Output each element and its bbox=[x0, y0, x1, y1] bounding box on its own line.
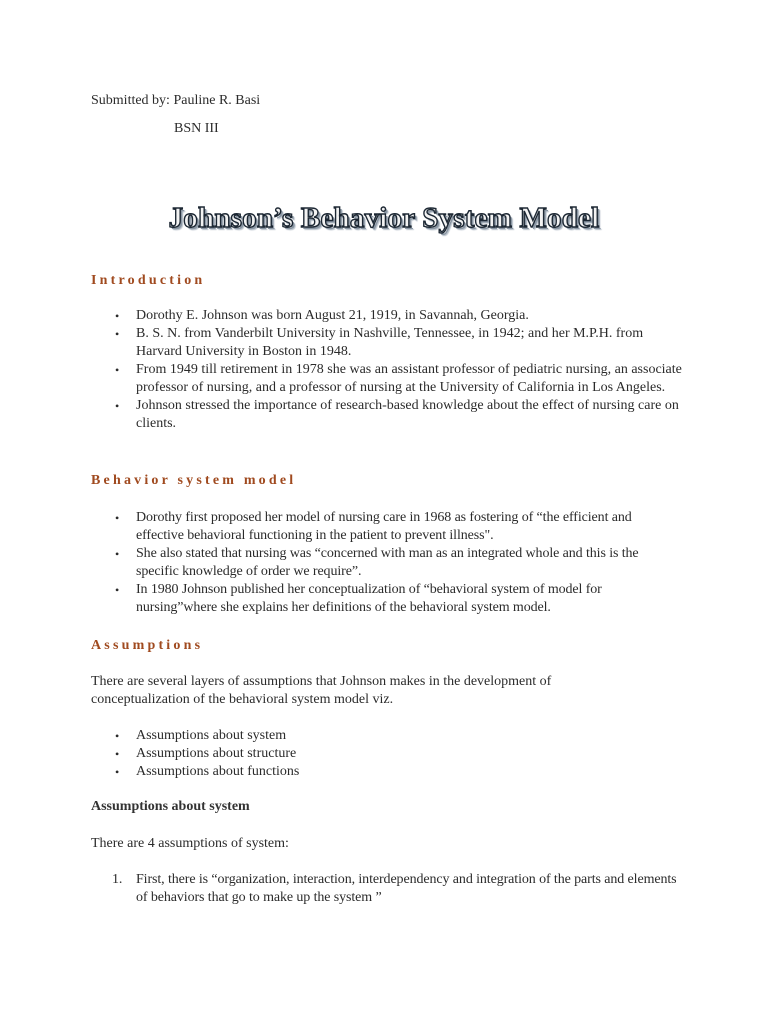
introduction-list bbox=[112, 307, 682, 433]
list-item: • Dorothy E. Johnson was born August 21, 1919, in Savannah, Georgia. bbox=[115, 308, 529, 323]
bullet-icon: • bbox=[115, 747, 120, 761]
introduction-heading: Introduction bbox=[91, 273, 206, 288]
bullet-icon: • bbox=[115, 363, 120, 377]
document-title: Johnson’s Behavior System Model bbox=[168, 202, 600, 234]
course-line: BSN III bbox=[174, 121, 219, 136]
behavior-model-list bbox=[112, 509, 682, 617]
list-item: • In 1980 Johnson published her conceptualization of “behavioral system of model for nursing”where she explains her definitions of the behavioral system model. bbox=[115, 582, 602, 615]
list-item: • From 1949 till retirement in 1978 she was an assistant professor of pediatric nursing, an associate professor of nursing, and a professor of nursing at the University of California in Los Angeles. bbox=[115, 362, 682, 395]
bullet-icon: • bbox=[115, 765, 120, 779]
assumptions-system-heading: Assumptions about system bbox=[91, 799, 250, 814]
assumptions-intro: There are several layers of assumptions that Johnson makes in the development of conceptualization of the behavioral system model viz. bbox=[91, 674, 552, 707]
assumptions-list bbox=[112, 727, 682, 781]
submitted-by-line: Submitted by: Pauline R. Basi bbox=[91, 93, 261, 108]
bullet-icon: • bbox=[115, 399, 120, 413]
behavior-model-heading: Behavior system model bbox=[91, 473, 297, 488]
list-number: 1. bbox=[112, 872, 123, 887]
list-item: • Assumptions about system bbox=[115, 728, 287, 743]
bullet-icon: • bbox=[115, 327, 120, 341]
list-item: 1. First, there is “organization, interaction, interdependency and integration of the parts and elements of behaviors that go to make up the system ” bbox=[112, 872, 677, 905]
list-item: • She also stated that nursing was “concerned with man as an integrated whole and this is the specific knowledge of order we require”. bbox=[115, 546, 639, 579]
list-item: • Assumptions about structure bbox=[115, 746, 297, 761]
bullet-icon: • bbox=[115, 729, 120, 743]
assumptions-system-intro: There are 4 assumptions of system: bbox=[91, 836, 289, 851]
list-item: • Dorothy first proposed her model of nursing care in 1968 as fostering of “the efficient and effective behavioral functioning in the patient to prevent illness". bbox=[115, 510, 632, 543]
assumptions-system-list bbox=[112, 871, 682, 907]
list-item: • Johnson stressed the importance of research-based knowledge about the effect of nursing care on clients. bbox=[115, 398, 679, 431]
list-item: • Assumptions about functions bbox=[115, 764, 300, 779]
bullet-icon: • bbox=[115, 547, 120, 561]
assumptions-heading: Assumptions bbox=[91, 638, 204, 653]
list-item: • B. S. N. from Vanderbilt University in Nashville, Tennessee, in 1942; and her M.P.H. from Harvard University in Boston in 1948. bbox=[115, 326, 644, 359]
bullet-icon: • bbox=[115, 511, 120, 525]
bullet-icon: • bbox=[115, 309, 120, 323]
bullet-icon: • bbox=[115, 583, 120, 597]
